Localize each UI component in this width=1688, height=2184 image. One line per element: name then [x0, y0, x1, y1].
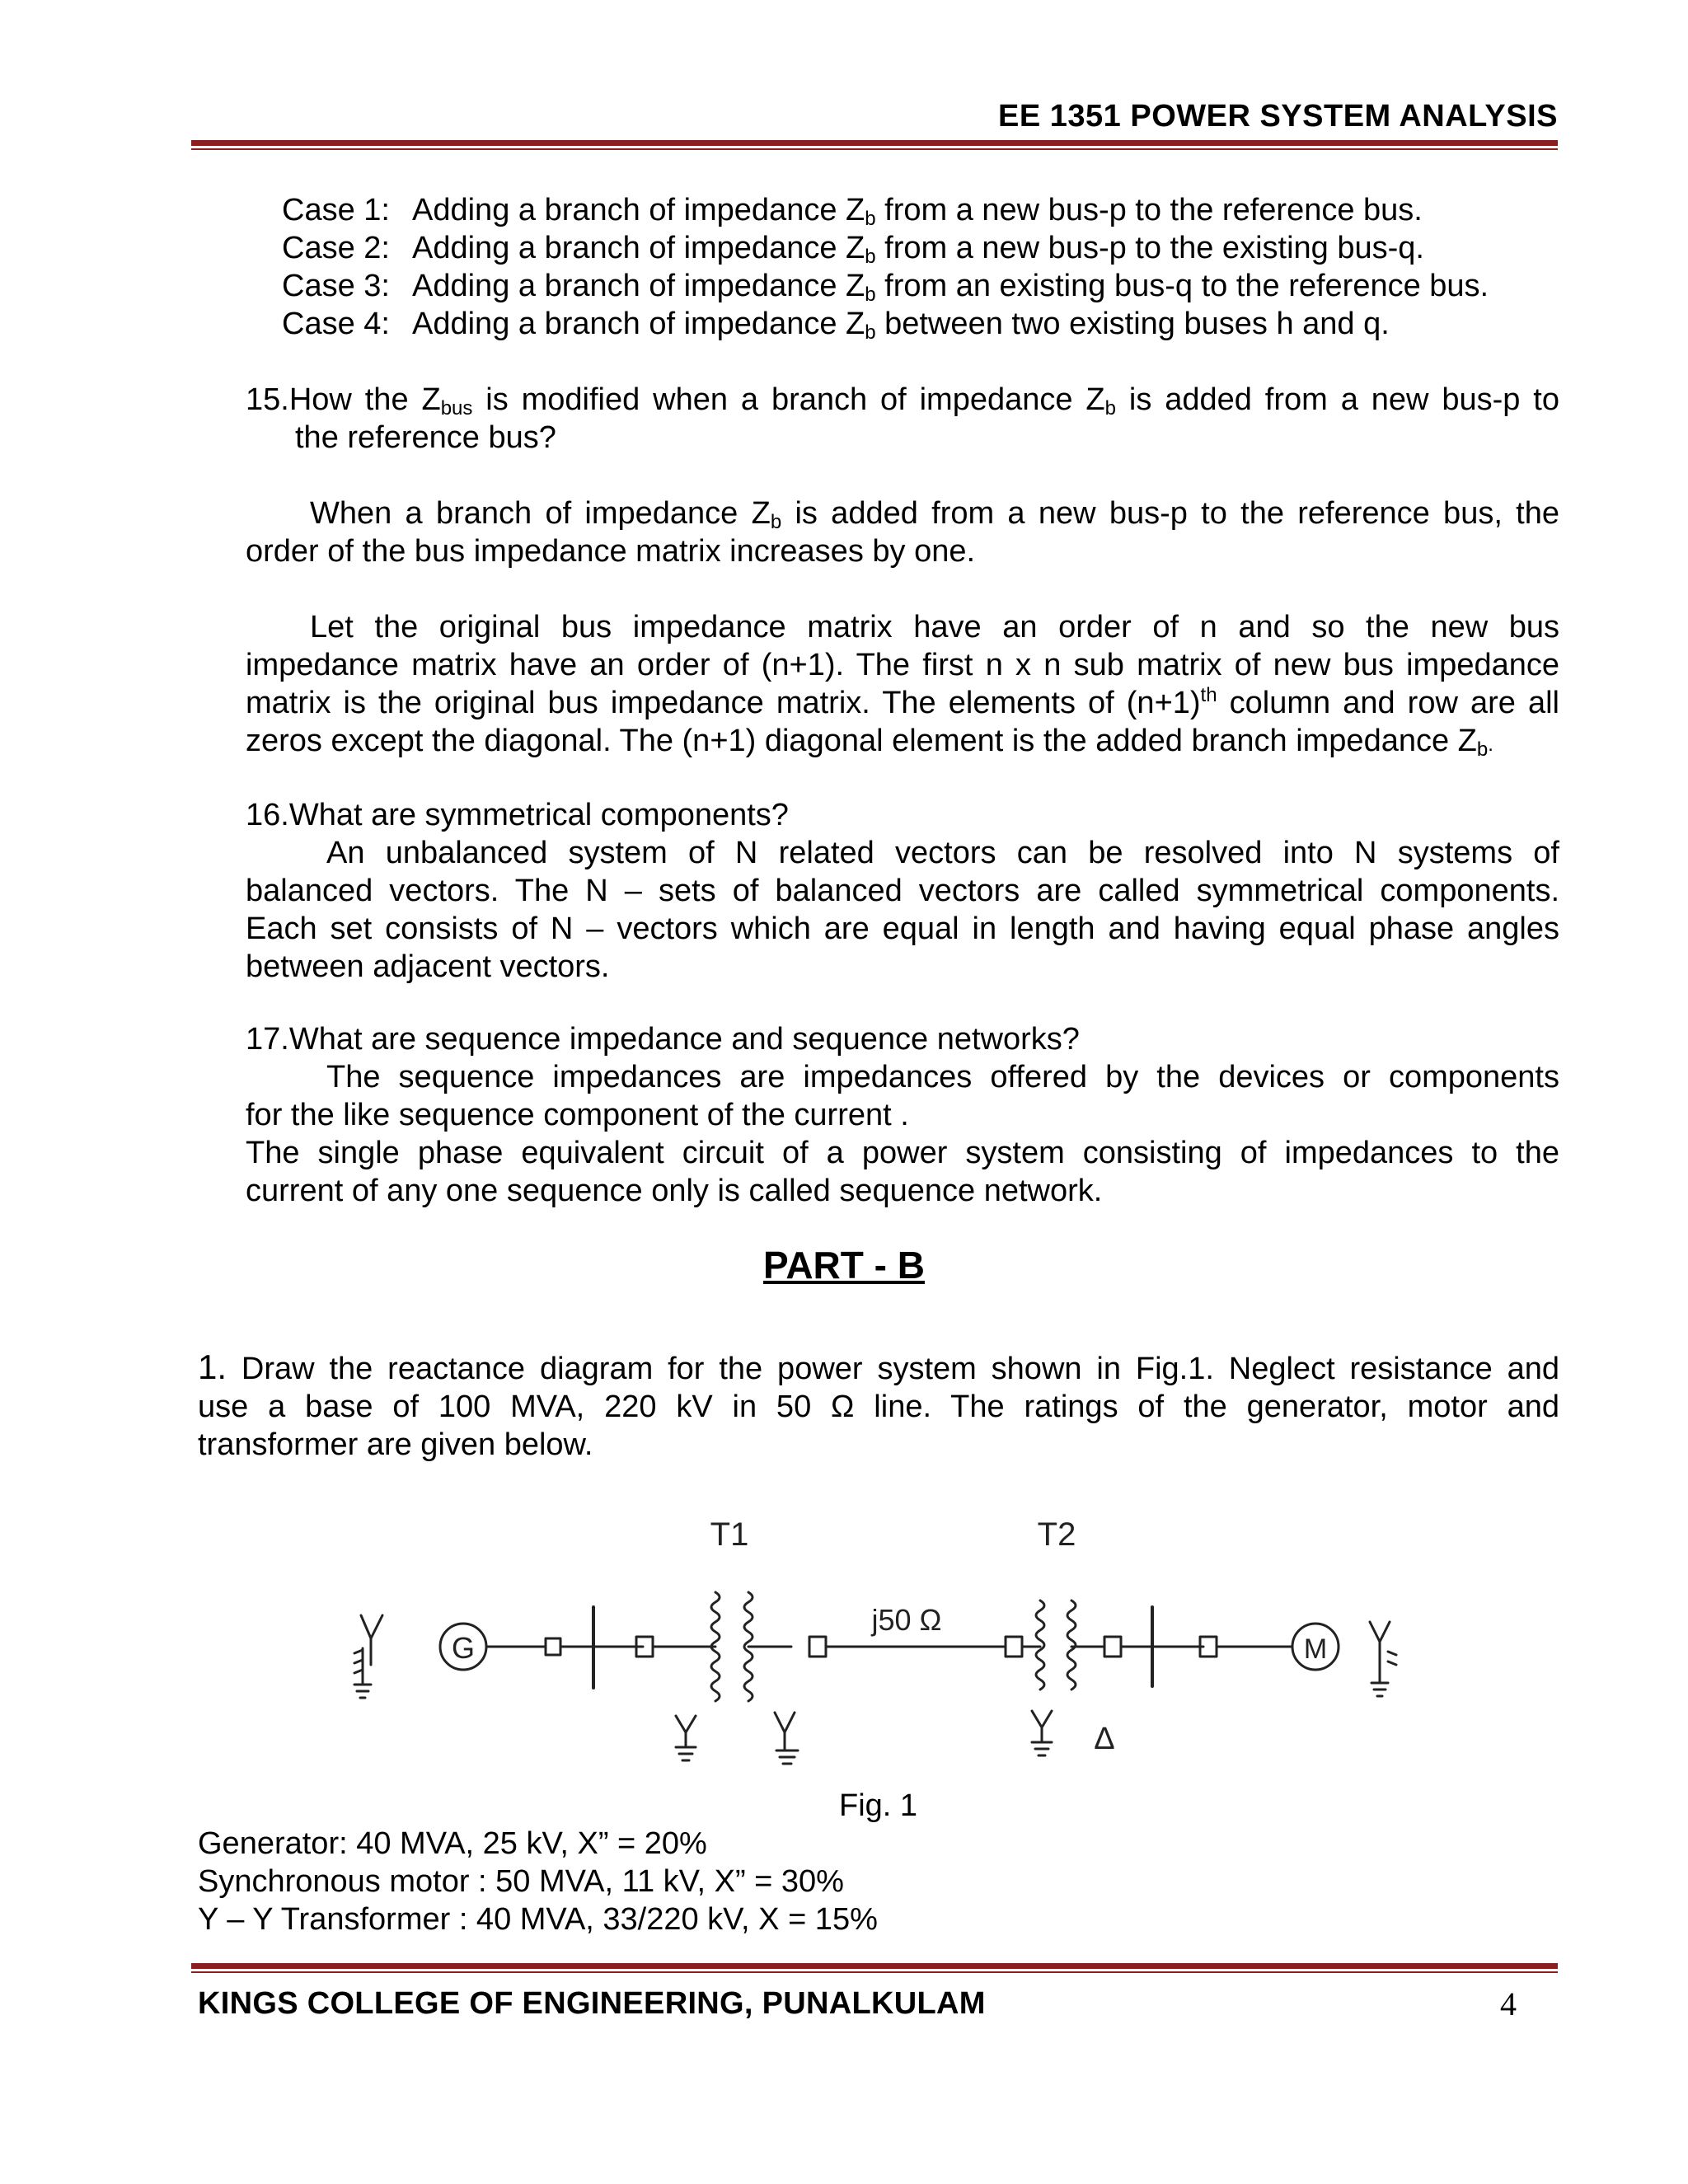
- t2-label: T2: [1037, 1516, 1076, 1553]
- page-number: 4: [1500, 1985, 1517, 2022]
- q15-question: 15.How the $Z_{bus}$ is modified when a branch of impedance $Z_b$ is added from a new bus-p to the reference bus?: [246, 382, 1559, 455]
- q17-block: 17.What are sequence impedance and sequence networks? The sequence impedances are impedances offered by the devices or components for the like sequence component of the current . The single phase equivalent circuit of a power system consisting of impedances to the current of any one sequence only is called sequence network.: [246, 1022, 1559, 1208]
- q15-answer-para-2: Let the original bus impedance matrix have an order of n and so the new bus impedance matrix have an order of (n+1). The first n x n sub matrix of new bus impedance matrix is the original bus impedance matrix. The elements of $(n+1)^{th}$ column and row are all zeros except the diagonal. The (n+1) diagonal element is the added branch impedance $Z_b$.: [246, 610, 1559, 761]
- case-3: Case 3: Adding a branch of impedance $Z_b$ from an existing bus-q to the reference bus.: [282, 269, 1489, 306]
- generator-neutral-ground: [354, 1615, 382, 1698]
- motor-neutral-ground: [1370, 1622, 1396, 1696]
- case-1: Case 1: Adding a branch of impedance $Z_b$ from a new bus-p to the reference bus.: [282, 193, 1423, 230]
- t1-label: T1: [710, 1516, 749, 1553]
- transformer-t1: [702, 1592, 791, 1701]
- t2-delta-label: Δ: [1094, 1722, 1115, 1756]
- q16-block: 16.What are symmetrical components? An unbalanced system of N related vectors can be resolved into N systems of balanced vectors. The N – sets of balanced vectors are called symmetrical components. Each set consists of N – vectors which are equal in length and having equal phase angles between adjacent vectors.: [246, 798, 1559, 984]
- t1-primary-ground: [676, 1716, 696, 1760]
- rating-generator: Generator: 40 MVA, 25 kV, X” = 20%: [198, 1826, 707, 1861]
- rating-transformer: Y – Y Transformer : 40 MVA, 33/220 kV, X = 15%: [198, 1902, 878, 1937]
- breaker-4: [1006, 1637, 1022, 1657]
- breaker-1: [546, 1638, 560, 1655]
- t2-primary-ground: [1032, 1711, 1052, 1755]
- ratings-list: [198, 1825, 878, 1938]
- q17-question: 17.What are sequence impedance and sequence networks?: [246, 1022, 1080, 1057]
- t1-secondary-ground: [775, 1713, 798, 1764]
- rating-motor: Synchronous motor : 50 MVA, 11 kV, X” = 30%: [198, 1864, 844, 1899]
- case-4: Case 4: Adding a branch of impedance $Z_b$ between two existing buses h and q.: [282, 307, 1390, 344]
- case-2: Case 2: Adding a branch of impedance $Z_b$ from a new bus-p to the existing bus-q.: [282, 231, 1424, 268]
- part-b-title: PART - B: [763, 1244, 925, 1286]
- q16-question: 16.What are symmetrical components?: [246, 798, 789, 832]
- footer-college: KINGS COLLEGE OF ENGINEERING, PUNALKULAM: [198, 1986, 986, 2021]
- line-impedance-label: j50 Ω: [871, 1603, 942, 1637]
- q15-answer-para-1: When a branch of impedance $Z_b$ is added from a new bus-p to the reference bus, the order of the bus impedance matrix increases by one.: [246, 496, 1559, 569]
- breaker-3: [809, 1637, 826, 1657]
- motor-label: M: [1303, 1633, 1328, 1665]
- course-header: EE 1351 POWER SYSTEM ANALYSIS: [998, 99, 1558, 134]
- fig1-single-line-diagram: [330, 1500, 1426, 1780]
- breaker-5: [1104, 1637, 1121, 1657]
- transformer-t2: [1036, 1601, 1104, 1690]
- fig1-caption: Fig. 1: [839, 1788, 918, 1823]
- header-rule: [191, 140, 1558, 150]
- b1-question: 1. Draw the reactance diagram for the power system shown in Fig.1. Neglect resistance and use a base of 100 MVA, 220 kV in 50 Ω line. The ratings of the generator, motor and transformer are given below.: [198, 1347, 1559, 1462]
- footer-rule: [191, 1963, 1558, 1973]
- generator-label: G: [451, 1631, 476, 1665]
